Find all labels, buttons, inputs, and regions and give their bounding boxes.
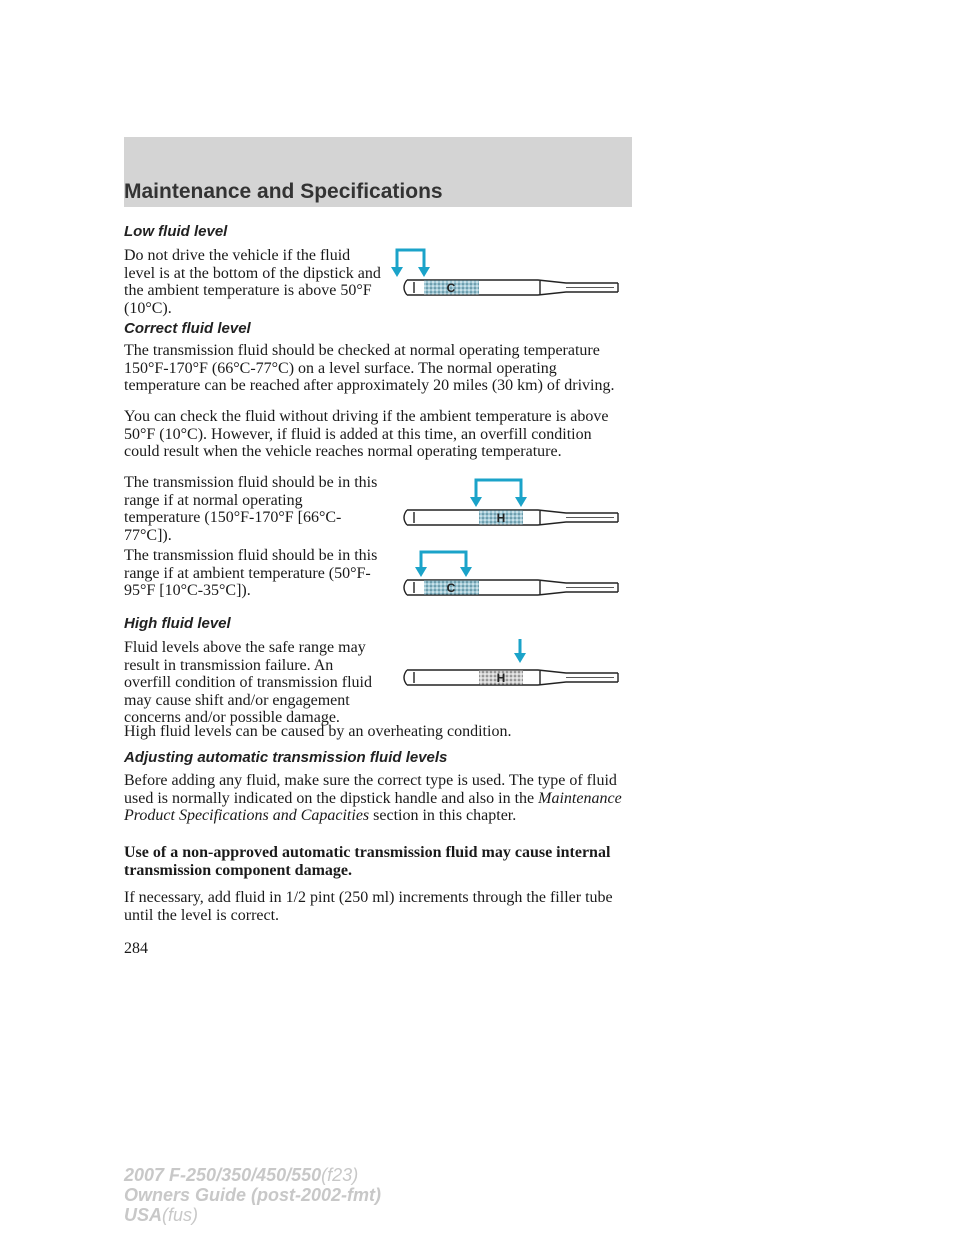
footer-guide: Owners Guide (post-2002-fmt) bbox=[124, 1185, 382, 1205]
arrow-left-head bbox=[415, 567, 427, 577]
paragraph-correct-3: The transmission fluid should be in this range if at normal operating temperature (150°F-170°F [66°C-77°C]). bbox=[124, 474, 378, 544]
arrow-right-head bbox=[460, 567, 472, 577]
marker-h: H bbox=[496, 671, 506, 685]
marker-c: C bbox=[446, 581, 456, 595]
arrow-left-head bbox=[470, 497, 482, 507]
paragraph-high-2: High fluid levels can be caused by an overheating condition. bbox=[124, 723, 512, 740]
arrow-right-head bbox=[515, 497, 527, 507]
arrow-left-head bbox=[391, 267, 403, 277]
marker-c: C bbox=[446, 281, 456, 295]
paragraph-high-1 bbox=[124, 639, 382, 727]
heading-high-fluid: High fluid level bbox=[124, 615, 231, 632]
paragraph-correct-1: The transmission fluid should be checked at normal operating temperature 150°F-170°F (66°C-77°C) on a level surface. The normal operating temperature can be reached after approximately 20 miles (30 km) of driving. bbox=[124, 342, 615, 394]
heading-correct-fluid: Correct fluid level bbox=[124, 320, 251, 337]
arrow-head bbox=[514, 653, 526, 663]
heading-low-fluid: Low fluid level bbox=[124, 223, 228, 240]
paragraph-adjusting-3: If necessary, add fluid in 1/2 pint (250 ml) increments through the filler tube until the level is correct. bbox=[124, 889, 613, 924]
paragraph-adjusting-1-start: Before adding any fluid, make sure the correct type is used. The type of fluid used is normally indicated on the dipstick handle and also in the bbox=[124, 772, 617, 807]
high-fluid-text-block bbox=[124, 639, 382, 727]
footer-model-code: (f23) bbox=[321, 1165, 359, 1185]
document-footer bbox=[124, 1165, 381, 1225]
paragraph-high-1-text: Fluid levels above the safe range may result in transmission failure. An overfill condition of transmission fluid may cause shift and/or engagement concerns and/or possible damage. bbox=[124, 639, 372, 726]
footer-market-code: (fus) bbox=[162, 1205, 199, 1225]
paragraph-adjusting-1-italic: Maintenance Product Specifications and Capacities bbox=[124, 789, 622, 824]
paragraph-adjusting-1-end: section in this chapter. bbox=[369, 807, 517, 824]
footer-market: USA bbox=[124, 1205, 163, 1225]
heading-adjusting: Adjusting automatic transmission fluid levels bbox=[124, 749, 448, 766]
arrow-bracket bbox=[476, 480, 521, 501]
page-number: 284 bbox=[124, 940, 148, 957]
dipstick-high-level-diagram bbox=[390, 639, 622, 689]
dipstick-ambient-temp-diagram bbox=[390, 549, 622, 599]
paragraph-correct-4: The transmission fluid should be in this range if at ambient temperature (50°F-95°F [10°C-35°C]). bbox=[124, 547, 378, 599]
paragraph-low-fluid: Do not drive the vehicle if the fluid level is at the bottom of the dipstick and the ambient temperature is above 50°F (10°C). bbox=[124, 247, 381, 317]
arrow-right-head bbox=[418, 267, 430, 277]
marker-h: H bbox=[496, 511, 506, 525]
paragraph-correct-2: You can check the fluid without driving if the ambient temperature is above 50°F (10°C). However, if fluid is added at this time, an overfill condition could result when the vehicle reaches normal operating temperature. bbox=[124, 408, 609, 460]
arrow-bracket bbox=[421, 552, 466, 571]
paragraph-adjusting-1 bbox=[124, 772, 626, 825]
dipstick-low-level-diagram bbox=[390, 247, 622, 297]
dipstick-normal-temp-diagram bbox=[390, 477, 622, 527]
paragraph-adjusting-2: Use of a non-approved automatic transmission fluid may cause internal transmission component damage. bbox=[124, 844, 611, 879]
footer-model: 2007 F-250/350/450/550 bbox=[124, 1165, 322, 1185]
page-title: Maintenance and Specifications bbox=[124, 180, 443, 203]
